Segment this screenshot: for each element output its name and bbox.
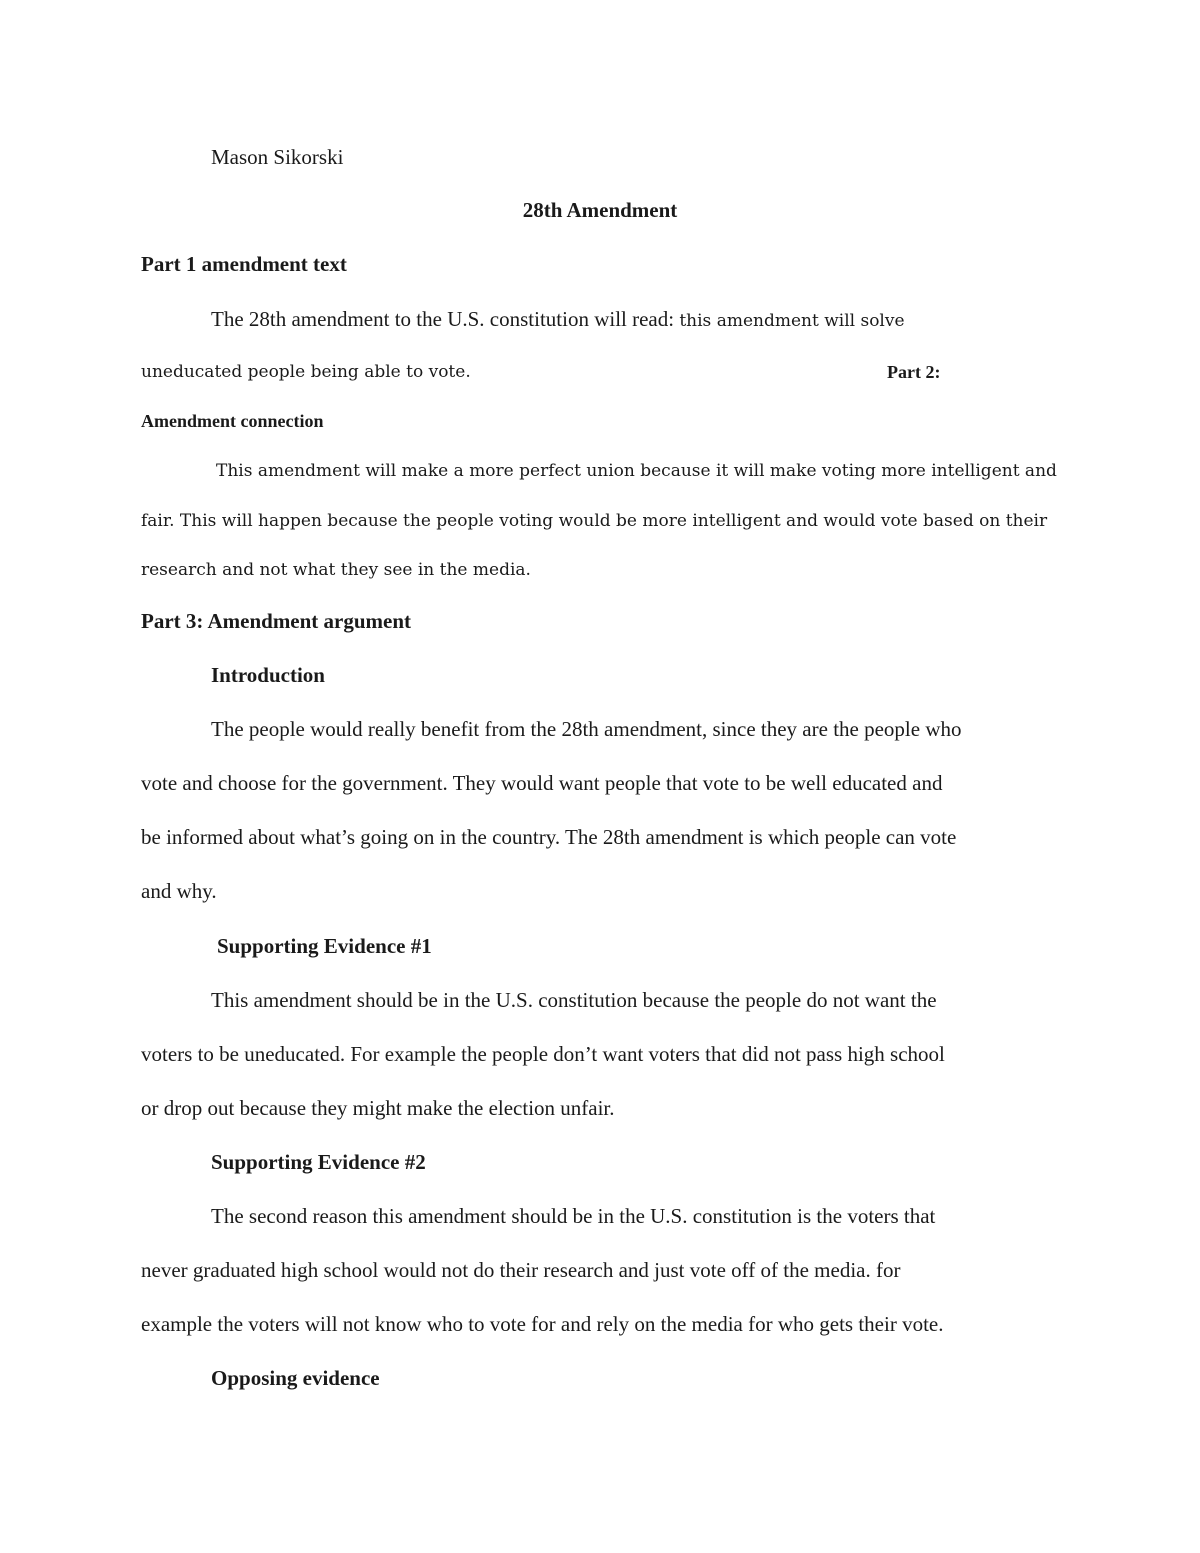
part1-heading: Part 1 amendment text [141,252,347,276]
evidence1-line-2: voters to be uneducated. For example the people don’t want voters that did not pass high school [141,1042,945,1066]
intro-line-1: The people would really benefit from the 28th amendment, since they are the people who [211,717,962,741]
evidence2-line-1: The second reason this amendment should be in the U.S. constitution is the voters that [211,1204,936,1228]
intro-line-4: and why. [141,879,217,903]
part2-label: Part 2: [887,362,941,382]
part1-paragraph-line-2: uneducated people being able to vote. [141,362,471,382]
supporting-evidence-1-heading: Supporting Evidence #1 [217,934,432,958]
part2-heading: Amendment connection [141,411,324,431]
evidence1-line-3: or drop out because they might make the election unfair. [141,1096,615,1120]
part1-text-a: The 28th amendment to the U.S. constitution will read: [211,307,680,331]
supporting-evidence-2-heading: Supporting Evidence #2 [211,1150,426,1174]
intro-line-2: vote and choose for the government. They would want people that vote to be well educated and [141,771,943,795]
introduction-heading: Introduction [211,663,325,687]
part2-line-2: fair. This will happen because the people voting would be more intelligent and would vote based on their [141,511,1048,531]
evidence2-line-2: never graduated high school would not do their research and just vote off of the media. for [141,1258,901,1282]
document-title: 28th Amendment [522,198,678,222]
part3-heading: Part 3: Amendment argument [141,609,412,633]
part1-text-b: this amendment will solve [679,311,905,331]
intro-line-3: be informed about what’s going on in the country. The 28th amendment is which people can vote [141,825,957,849]
part1-paragraph-line-1 [211,306,905,334]
evidence2-line-3: example the voters will not know who to vote for and rely on the media for who gets their vote. [141,1312,944,1336]
evidence1-line-1: This amendment should be in the U.S. constitution because the people do not want the [211,988,937,1012]
part2-line-1: This amendment will make a more perfect union because it will make voting more intelligent and [216,461,1057,481]
author-name: Mason Sikorski [211,145,344,169]
opposing-evidence-heading: Opposing evidence [211,1366,380,1390]
part2-line-3: research and not what they see in the media. [141,560,531,580]
